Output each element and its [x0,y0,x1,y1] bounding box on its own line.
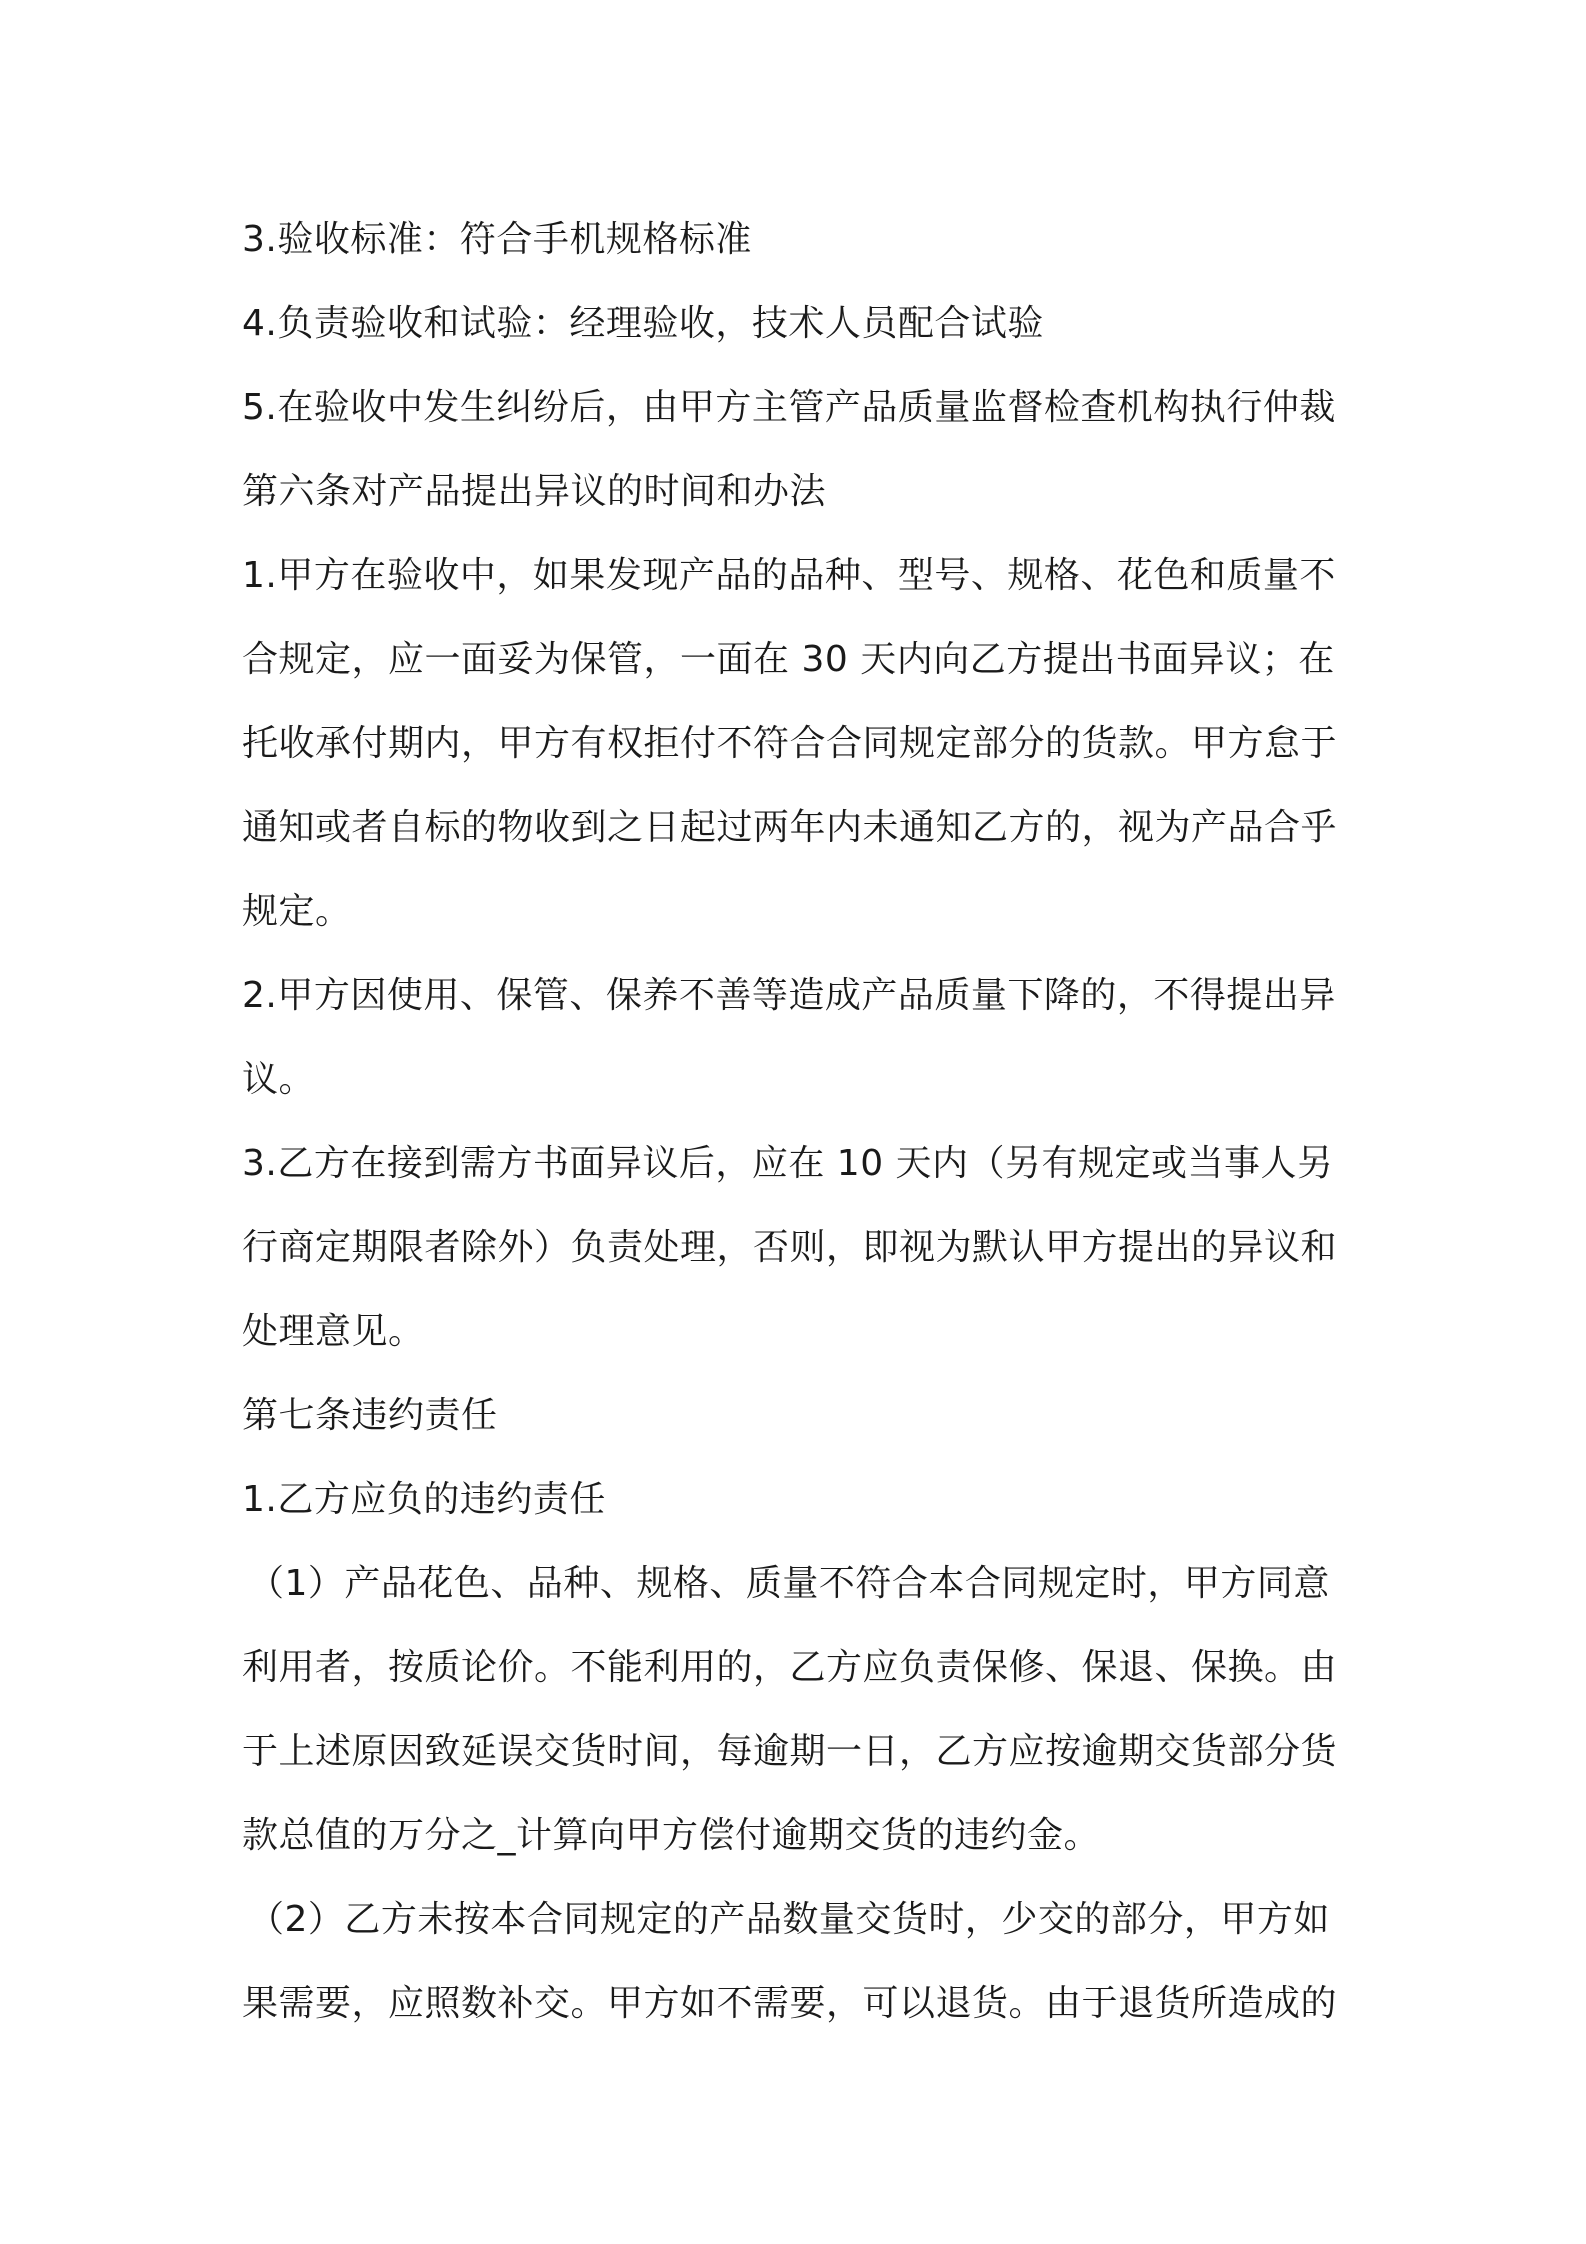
text-line: 处理意见。 [242,1311,425,1352]
text-line: 合规定，应一面妥为保管，一面在 30 天内向乙方提出书面异议；在 [242,639,1335,680]
text-line: 4.负责验收和试验：经理验收，技术人员配合试验 [242,303,1044,344]
text-line: 托收承付期内，甲方有权拒付不符合合同规定部分的货款。甲方怠于 [242,723,1338,764]
text-line: 规定。 [242,891,352,932]
text-line: 1.乙方应负的违约责任 [242,1479,606,1520]
text-line: 通知或者自标的物收到之日起过两年内未通知乙方的，视为产品合乎 [242,807,1338,848]
text-line: 5.在验收中发生纠纷后，由甲方主管产品质量监督检查机构执行仲裁 [242,387,1336,428]
text-line: 利用者，按质论价。不能利用的，乙方应负责保修、保退、保换。由 [242,1647,1338,1688]
text-line: （1）产品花色、品种、规格、质量不符合本合同规定时，甲方同意 [248,1563,1330,1604]
text-line: 款总值的万分之_计算向甲方偿付逾期交货的违约金。 [242,1815,1101,1856]
text-line: 于上述原因致延误交货时间，每逾期一日，乙方应按逾期交货部分货 [242,1731,1338,1772]
text-line: 议。 [242,1059,316,1100]
text-line: 行商定期限者除外）负责处理，否则，即视为默认甲方提出的异议和 [242,1227,1338,1268]
section-heading: 第七条违约责任 [242,1395,498,1436]
text-line: 3.验收标准：符合手机规格标准 [242,219,752,260]
text-line: 2.甲方因使用、保管、保养不善等造成产品质量下降的，不得提出异 [242,975,1336,1016]
text-line: 1.甲方在验收中，如果发现产品的品种、型号、规格、花色和质量不 [242,555,1336,596]
section-heading: 第六条对产品提出异议的时间和办法 [242,471,827,512]
text-line: 果需要，应照数补交。甲方如不需要，可以退货。由于退货所造成的 [242,1983,1338,2024]
text-line: 3.乙方在接到需方书面异议后，应在 10 天内（另有规定或当事人另 [242,1143,1334,1184]
text-line: （2）乙方未按本合同规定的产品数量交货时，少交的部分，甲方如 [248,1899,1330,1940]
document-body [242,198,1360,2046]
